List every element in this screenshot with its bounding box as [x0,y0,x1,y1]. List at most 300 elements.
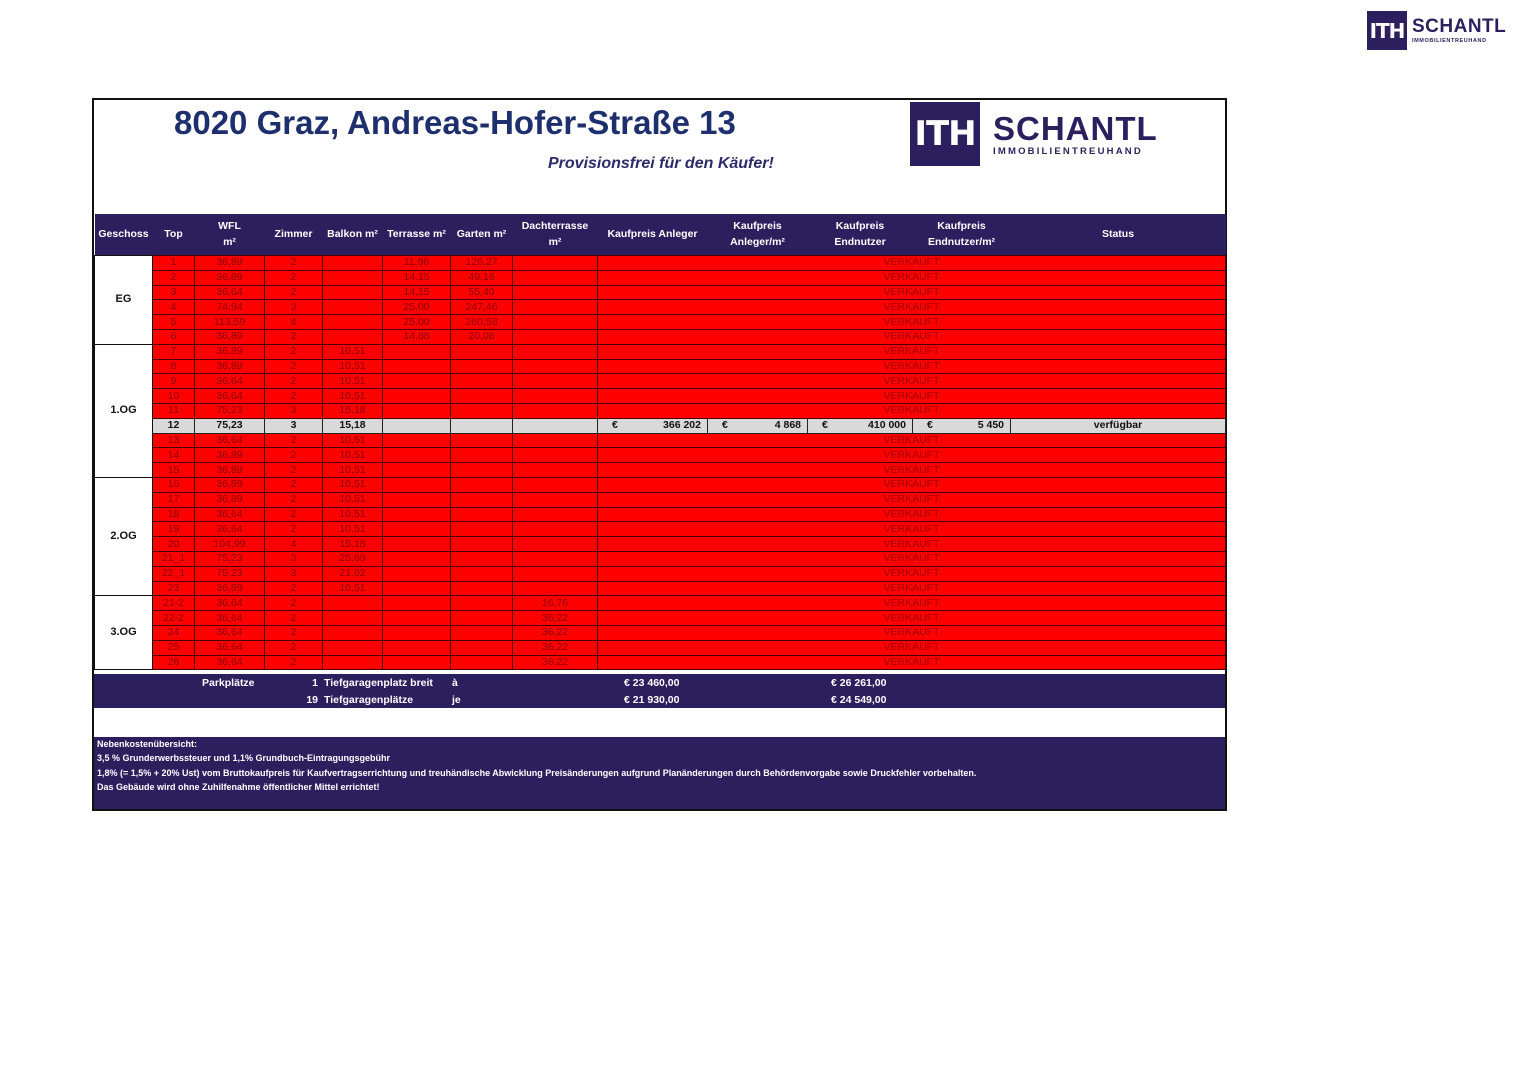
cell-roof-terrace: 36,22 [513,655,598,670]
cell-top: 11 [153,403,195,418]
status-badge: VERKAUFT [598,566,1226,581]
cell-balcony: 10,51 [323,507,383,522]
cell-roof-terrace [513,566,598,581]
sheet-logo-name: SCHANTL [993,109,1158,147]
cell-terrace [383,655,451,670]
table-header [95,214,1226,256]
cell-balcony: 25,69 [323,551,383,566]
cell-rooms: 4 [265,315,323,330]
cell-wfl: 36,64 [195,640,265,655]
cell-garden [451,418,513,433]
status-badge: VERKAUFT [598,315,1226,330]
cell-wfl: 75,23 [195,551,265,566]
cell-top: 16 [153,477,195,492]
cell-garden [451,374,513,389]
cell-roof-terrace [513,418,598,433]
cell-rooms: 3 [265,551,323,566]
cell-rooms: 2 [265,492,323,507]
cell-roof-terrace [513,537,598,552]
cell-price-enduser-m2: € 5 450 [913,418,1011,433]
cell-balcony: 10,51 [323,344,383,359]
cell-roof-terrace [513,477,598,492]
cell-terrace [383,640,451,655]
table-row [95,611,1226,626]
cell-wfl: 36,89 [195,344,265,359]
cell-wfl: 36,89 [195,256,265,271]
parking-unit: je [452,694,461,706]
table-row [95,300,1226,315]
cell-garden: 247,46 [451,300,513,315]
cell-top: 6 [153,329,195,344]
cell-roof-terrace [513,581,598,596]
cell-rooms: 2 [265,596,323,611]
cell-terrace [383,551,451,566]
cell-top: 24 [153,625,195,640]
cell-roof-terrace [513,492,598,507]
cell-balcony: 15,18 [323,537,383,552]
cell-garden [451,389,513,404]
cell-terrace [383,581,451,596]
cell-top: 17 [153,492,195,507]
cell-top: 9 [153,374,195,389]
table-row [95,329,1226,344]
cell-roof-terrace: 16,76 [513,596,598,611]
cell-terrace [383,344,451,359]
cell-wfl: 75,23 [195,403,265,418]
table-row [95,463,1226,478]
cell-balcony [323,625,383,640]
table-row [95,492,1226,507]
parking-section [94,674,1225,708]
column-header: Kaufpreis Anleger [598,214,708,256]
cell-terrace: 11,96 [383,256,451,271]
cell-roof-terrace [513,256,598,271]
cell-balcony [323,315,383,330]
table-row [95,448,1226,463]
table-row [95,389,1226,404]
column-header: Top [153,214,195,256]
cell-roof-terrace [513,285,598,300]
cell-wfl: 36,89 [195,463,265,478]
status-badge: VERKAUFT [598,611,1226,626]
cell-balcony: 10,51 [323,433,383,448]
cell-rooms: 3 [265,418,323,433]
cell-balcony: 10,51 [323,477,383,492]
cell-garden [451,625,513,640]
cell-rooms: 2 [265,448,323,463]
column-header: Terrasse m² [383,214,451,256]
table-row [95,344,1226,359]
cell-terrace [383,625,451,640]
cell-top: 20 [153,537,195,552]
status-badge: VERKAUFT [598,374,1226,389]
cell-roof-terrace [513,270,598,285]
cell-roof-terrace [513,359,598,374]
status-badge: VERKAUFT [598,537,1226,552]
parking-type: Tiefgaragenplätze [324,694,414,706]
floor-label: EG [95,256,153,345]
cell-top: 23 [153,581,195,596]
cell-rooms: 2 [265,359,323,374]
cell-terrace [383,566,451,581]
cell-terrace [383,611,451,626]
parking-price-anleger: € 23 460,00 [624,677,680,689]
cell-roof-terrace [513,448,598,463]
cell-rooms: 2 [265,507,323,522]
cell-roof-terrace: 36,22 [513,640,598,655]
status-badge: VERKAUFT [598,492,1226,507]
cell-roof-terrace [513,507,598,522]
cell-balcony [323,256,383,271]
status-badge: VERKAUFT [598,300,1226,315]
parking-type: Tiefgaragenplatz breit [324,677,433,689]
cell-wfl: 36,64 [195,374,265,389]
cell-roof-terrace [513,403,598,418]
cell-top: 19 [153,522,195,537]
cell-terrace [383,403,451,418]
notes-line: 3,5 % Grunderwerbssteuer und 1,1% Grundbuch-Eintragungsgebühr [97,753,391,764]
cell-top: 22-2 [153,611,195,626]
table-row [95,507,1226,522]
parking-unit: à [452,677,458,689]
cell-garden [451,403,513,418]
notes-line: 1,8% (= 1,5% + 20% Ust) vom Bruttokaufpreis für Kaufvertragserrichtung und treuhändische Abwicklung Preisänderungen aufgrund Planänderungen durch Behördenvorgabe sowie Druckfehler vorbehalten. [97,767,977,778]
status-badge: VERKAUFT [598,433,1226,448]
table-row [95,551,1226,566]
cell-wfl: 36,89 [195,270,265,285]
cell-rooms: 2 [265,477,323,492]
cell-roof-terrace [513,522,598,537]
cell-terrace [383,433,451,448]
page-title: 8020 Graz, Andreas-Hofer-Straße 13 [174,104,736,141]
cell-roof-terrace [513,315,598,330]
cell-wfl: 36,89 [195,359,265,374]
column-header: Kaufpreis Anleger/m² [708,214,808,256]
table-row [95,315,1226,330]
cell-garden [451,522,513,537]
brand-logo [1367,11,1506,50]
cell-top: 3 [153,285,195,300]
cell-wfl: 36,64 [195,433,265,448]
status-badge: VERKAUFT [598,581,1226,596]
cell-garden [451,477,513,492]
cell-garden [451,433,513,448]
status-badge: VERKAUFT [598,389,1226,404]
cell-terrace [383,507,451,522]
cell-garden: 55,40 [451,285,513,300]
cell-wfl: 36,64 [195,522,265,537]
table-row [95,537,1226,552]
cell-wfl: 36,89 [195,581,265,596]
cell-balcony: 10,51 [323,492,383,507]
cell-garden [451,655,513,670]
cell-rooms: 2 [265,344,323,359]
cell-wfl: 36,64 [195,655,265,670]
table-row [95,477,1226,492]
cell-roof-terrace [513,329,598,344]
table-row [95,581,1226,596]
cell-balcony: 21,02 [323,566,383,581]
brand-name: SCHANTL [1412,15,1507,37]
sheet-logo [910,102,1158,166]
column-header: Kaufpreis Endnutzer/m² [913,214,1011,256]
parking-price-endnutzer: € 24 549,00 [831,694,887,706]
cell-rooms: 2 [265,389,323,404]
table-row [95,655,1226,670]
cell-balcony [323,655,383,670]
status-badge: VERKAUFT [598,655,1226,670]
cell-top: 25 [153,640,195,655]
table-row [95,285,1226,300]
table-row [95,522,1226,537]
cell-garden [451,537,513,552]
cell-garden [451,463,513,478]
cell-roof-terrace [513,374,598,389]
status-badge: VERKAUFT [598,640,1226,655]
status-badge: VERKAUFT [598,403,1226,418]
cell-terrace: 25,00 [383,315,451,330]
column-header: Kaufpreis Endnutzer [808,214,913,256]
status-badge: VERKAUFT [598,270,1226,285]
cell-rooms: 2 [265,256,323,271]
status-badge: VERKAUFT [598,596,1226,611]
cell-terrace [383,389,451,404]
cell-wfl: 36,89 [195,492,265,507]
cell-top: 22_1 [153,566,195,581]
cell-balcony [323,329,383,344]
cell-garden: 126,27 [451,256,513,271]
table-row [95,270,1226,285]
cell-top: 5 [153,315,195,330]
cell-rooms: 2 [265,611,323,626]
cell-balcony: 10,51 [323,389,383,404]
table-row [95,566,1226,581]
table-row [95,625,1226,640]
parking-label: Parkplätze [202,677,255,689]
cell-balcony [323,270,383,285]
cell-top: 4 [153,300,195,315]
cell-rooms: 2 [265,270,323,285]
column-header: Geschoss [95,214,153,256]
status-badge: VERKAUFT [598,329,1226,344]
table-row [95,359,1226,374]
units-table [94,214,1226,670]
cell-balcony [323,640,383,655]
status-badge: VERKAUFT [598,463,1226,478]
table-row [95,256,1226,271]
cell-garden [451,344,513,359]
cell-garden [451,492,513,507]
cell-rooms: 2 [265,329,323,344]
cell-terrace [383,463,451,478]
cell-terrace: 14,15 [383,285,451,300]
status-badge: VERKAUFT [598,507,1226,522]
column-header: Garten m² [451,214,513,256]
cell-wfl: 36,64 [195,611,265,626]
cell-top: 18 [153,507,195,522]
cell-garden [451,640,513,655]
cell-balcony: 10,51 [323,463,383,478]
cell-wfl: 74,94 [195,300,265,315]
cell-wfl: 36,89 [195,477,265,492]
cell-terrace [383,448,451,463]
status-badge: VERKAUFT [598,551,1226,566]
cell-wfl: 36,89 [195,329,265,344]
status-badge: VERKAUFT [598,285,1226,300]
cell-balcony [323,596,383,611]
cell-garden: 260,58 [451,315,513,330]
cell-garden [451,581,513,596]
cell-garden [451,596,513,611]
cell-wfl: 113,59 [195,315,265,330]
cell-wfl: 36,64 [195,596,265,611]
floor-label: 3.OG [95,596,153,670]
cell-wfl: 75,23 [195,418,265,433]
cell-rooms: 2 [265,522,323,537]
cell-rooms: 2 [265,655,323,670]
cell-rooms: 2 [265,374,323,389]
notes-line: Das Gebäude wird ohne Zuhilfenahme öffentlicher Mittel errichtet! [97,781,380,792]
table-row [95,433,1226,448]
status-badge: VERKAUFT [598,256,1226,271]
cell-rooms: 2 [265,625,323,640]
cell-rooms: 2 [265,463,323,478]
brand-logo-mark: ITH [1367,11,1407,50]
table-row [95,640,1226,655]
cell-top: 7 [153,344,195,359]
cell-wfl: 36,64 [195,507,265,522]
cell-price-investor: € 366 202 [598,418,708,433]
cell-roof-terrace [513,389,598,404]
cell-terrace [383,418,451,433]
table-row [95,596,1226,611]
cell-garden [451,611,513,626]
cell-wfl: 36,64 [195,389,265,404]
column-header: Status [1011,214,1226,256]
cell-rooms: 3 [265,403,323,418]
cell-top: 1 [153,256,195,271]
cell-price-enduser: € 410 000 [808,418,913,433]
sheet-logo-tagline: IMMOBILIENTREUHAND [993,145,1143,157]
cell-garden [451,359,513,374]
status-badge: VERKAUFT [598,625,1226,640]
page-subtitle: Provisionsfrei für den Käufer! [548,155,774,172]
cell-wfl: 36,64 [195,285,265,300]
cell-wfl: 36,64 [195,625,265,640]
floor-label: 1.OG [95,344,153,477]
cell-rooms: 2 [265,640,323,655]
parking-price-anleger: € 21 930,00 [624,694,680,706]
sheet-logo-mark: ITH [910,102,980,166]
status-badge: verfügbar [1011,418,1226,433]
cell-wfl: 75,23 [195,566,265,581]
price-sheet [92,98,1227,811]
status-badge: VERKAUFT [598,359,1226,374]
cell-top: 8 [153,359,195,374]
cell-top: 21_1 [153,551,195,566]
cell-balcony [323,611,383,626]
table-row [95,374,1226,389]
cell-terrace [383,537,451,552]
status-badge: VERKAUFT [598,344,1226,359]
parking-price-endnutzer: € 26 261,00 [831,677,887,689]
column-header: Balkon m² [323,214,383,256]
column-header: Zimmer [265,214,323,256]
brand-tagline: IMMOBILIENTREUHAND [1412,37,1487,44]
cell-balcony: 10,51 [323,359,383,374]
cell-top: 13 [153,433,195,448]
cell-price-investor-m2: € 4 868 [708,418,808,433]
cell-balcony: 10,51 [323,374,383,389]
cell-wfl: 104,99 [195,537,265,552]
cell-roof-terrace [513,300,598,315]
notes-heading: Nebenkostenübersicht: [97,739,198,749]
cell-garden [451,551,513,566]
cell-roof-terrace [513,551,598,566]
parking-count: 19 [306,694,318,706]
cell-rooms: 2 [265,285,323,300]
cell-balcony [323,300,383,315]
cell-garden: 49,16 [451,270,513,285]
table-row [95,418,1226,433]
cell-balcony: 10,51 [323,581,383,596]
cell-top: 12 [153,418,195,433]
status-badge: VERKAUFT [598,448,1226,463]
cell-garden [451,448,513,463]
cell-terrace [383,596,451,611]
cell-top: 15 [153,463,195,478]
cell-rooms: 3 [265,566,323,581]
cell-balcony: 10,51 [323,522,383,537]
cell-top: 26 [153,655,195,670]
cell-rooms: 2 [265,581,323,596]
cell-rooms: 4 [265,537,323,552]
cell-roof-terrace: 36,22 [513,625,598,640]
cell-top: 10 [153,389,195,404]
column-header: Dachterrasse m² [513,214,598,256]
cell-balcony: 15,18 [323,418,383,433]
cell-balcony: 15,18 [323,403,383,418]
cell-terrace [383,477,451,492]
cell-rooms: 3 [265,300,323,315]
additional-costs-notes [94,737,1225,809]
cell-roof-terrace [513,344,598,359]
cell-top: 14 [153,448,195,463]
parking-count: 1 [312,677,318,689]
cell-roof-terrace: 36,22 [513,611,598,626]
cell-garden [451,566,513,581]
cell-terrace: 25,00 [383,300,451,315]
cell-top: 2 [153,270,195,285]
cell-garden: 20,08 [451,329,513,344]
cell-roof-terrace [513,463,598,478]
cell-terrace [383,522,451,537]
floor-label: 2.OG [95,477,153,595]
cell-top: 21-2 [153,596,195,611]
column-header: WFL m² [195,214,265,256]
cell-garden [451,507,513,522]
cell-roof-terrace [513,433,598,448]
cell-terrace: 14,15 [383,270,451,285]
cell-terrace [383,374,451,389]
cell-terrace [383,359,451,374]
cell-terrace [383,492,451,507]
cell-wfl: 36,89 [195,448,265,463]
cell-rooms: 2 [265,433,323,448]
status-badge: VERKAUFT [598,522,1226,537]
cell-balcony: 10,51 [323,448,383,463]
status-badge: VERKAUFT [598,477,1226,492]
